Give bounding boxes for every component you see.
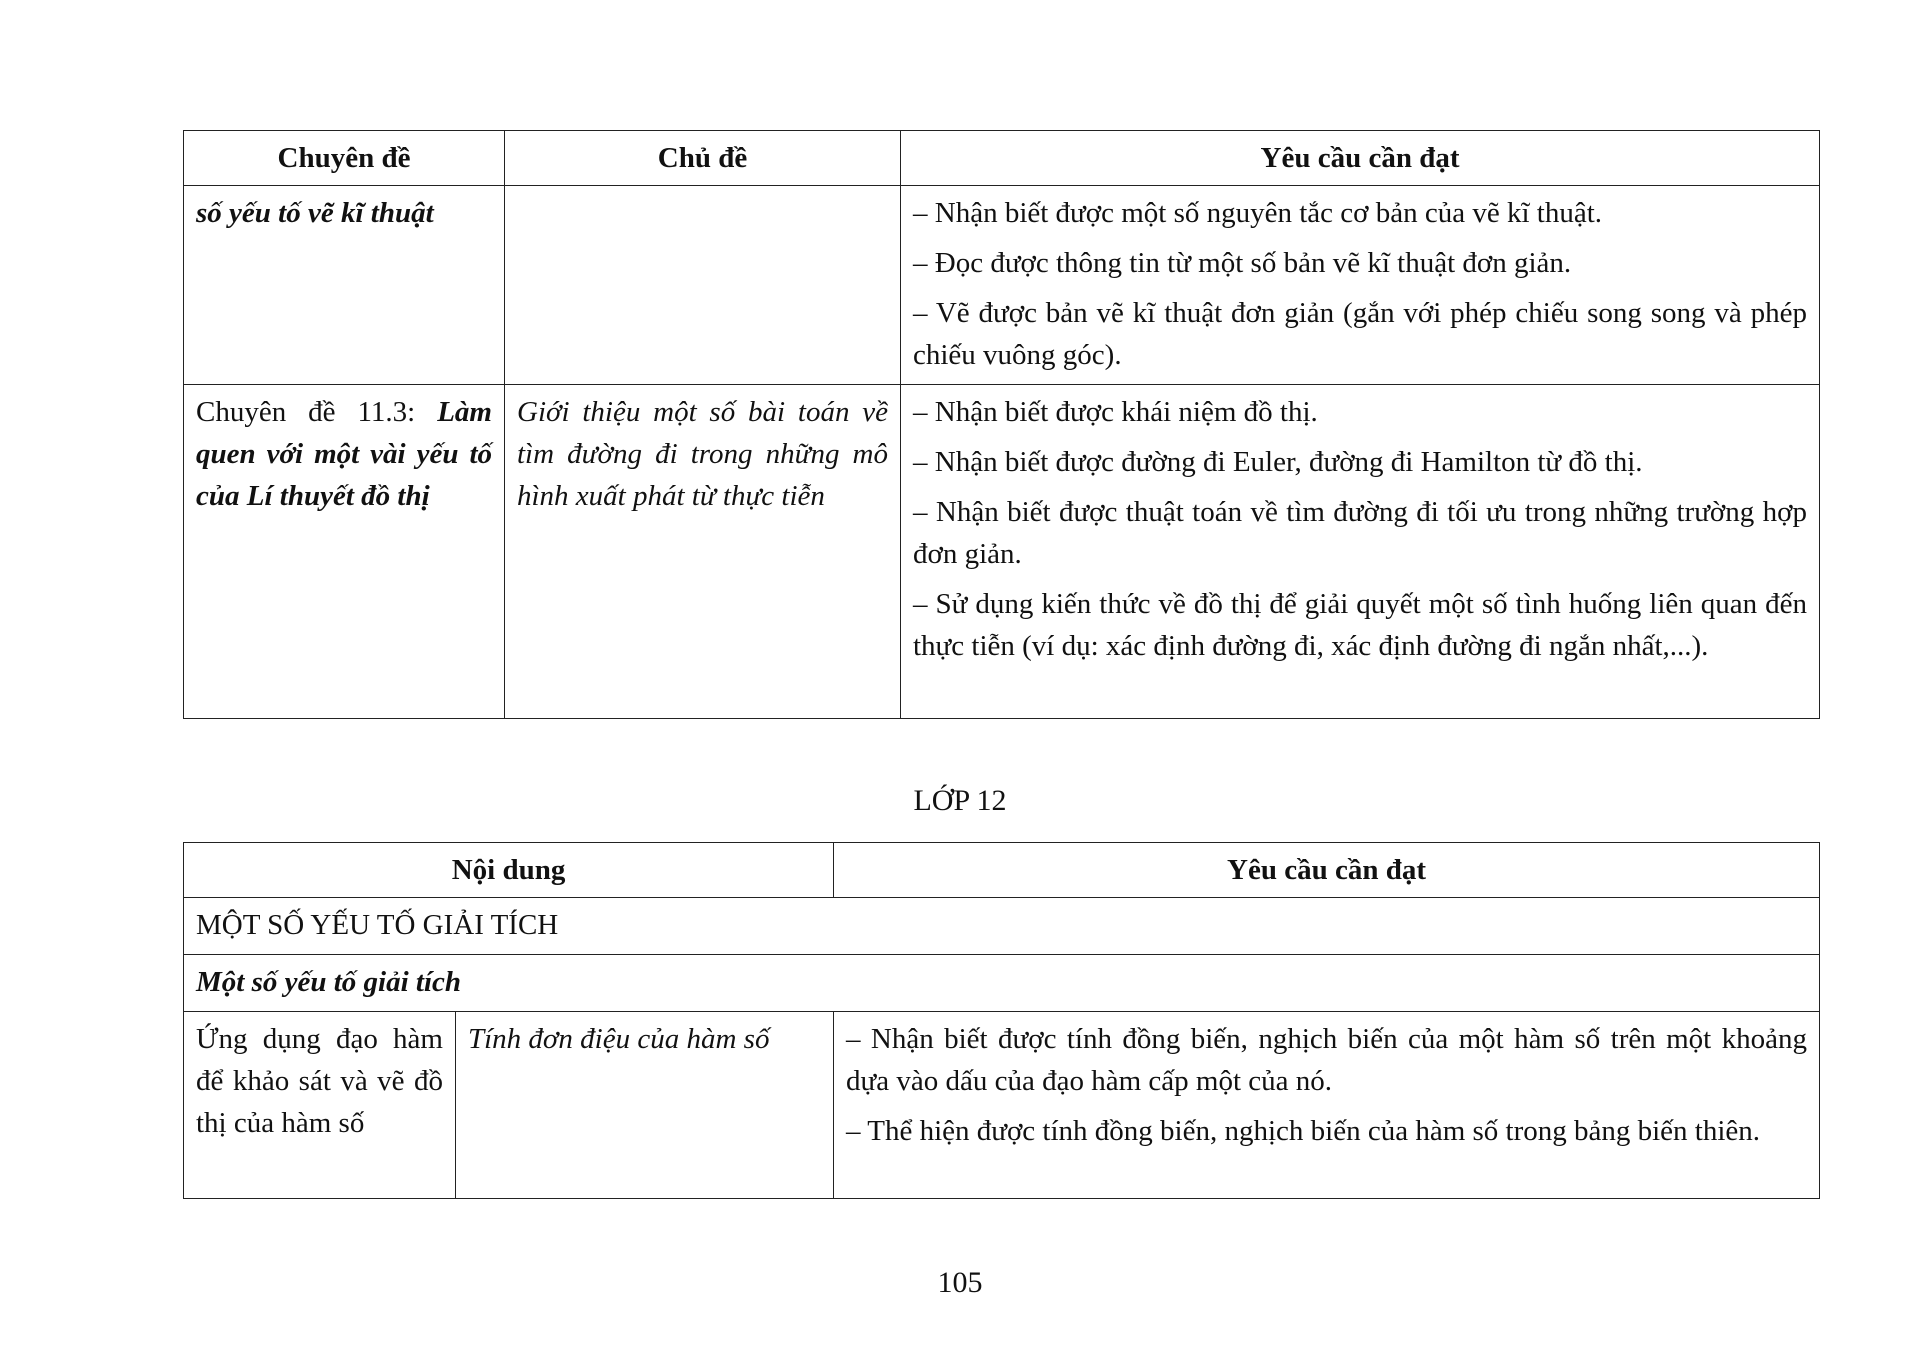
curriculum-table-grade-12 [183,842,1820,1199]
section-title: MỘT SỐ YẾU TỐ GIẢI TÍCH [184,898,1820,955]
requirement-item: – Nhận biết được khái niệm đồ thị. [913,396,1318,428]
requirement-item: – Nhận biết được một số nguyên tắc cơ bản của vẽ kĩ thuật. [913,197,1603,229]
requirement-item: – Đọc được thông tin từ một số bản vẽ kĩ thuật đơn giản. [913,247,1572,279]
requirement-item: – Thể hiện được tính đồng biến, nghịch biến của hàm số trong bảng biến thiên. [846,1115,1761,1147]
requirement-item: – Vẽ được bản vẽ kĩ thuật đơn giản (gắn với phép chiếu song song và phép chiếu vuông góc). [913,297,1807,371]
page-number: 105 [937,1266,983,1299]
requirement-item: – Nhận biết được tính đồng biến, nghịch biến của một hàm số trên một khoảng dựa vào dấu của đạo hàm cấp một của nó. [846,1023,1808,1097]
topic-title: Làm quen với một vài yếu tố của Lí thuyết đồ thị [196,396,492,512]
requirements-cell [901,186,1820,385]
table-header-row [184,843,1820,898]
topic-cell: Tính đơn điệu của hàm số [456,1012,834,1199]
section-row [184,898,1820,955]
requirements-cell [834,1012,1820,1199]
subsection-row [184,955,1820,1012]
content-cell: Ứng dụng đạo hàm để khảo sát và vẽ đồ thị của hàm số [184,1012,456,1199]
header-subject: Chủ đề [505,131,901,186]
requirement-item: – Nhận biết được đường đi Euler, đường đi Hamilton từ đồ thị. [913,446,1643,478]
table-row [184,385,1820,719]
subsection-title: Một số yếu tố giải tích [184,955,1820,1012]
requirements-cell [901,385,1820,719]
table-row [184,1012,1820,1199]
curriculum-table-grade-11 [183,130,1820,719]
requirement-item: – Sử dụng kiến thức về đồ thị để giải quyết một số tình huống liên quan đến thực tiễn (ví dụ: xác định đường đi, xác định đường đi ngắn nhất,...). [913,588,1807,662]
header-requirements: Yêu cầu cần đạt [901,131,1820,186]
topic-cell: số yếu tố vẽ kĩ thuật [184,186,505,385]
table-row [184,186,1820,385]
topic-prefix: Chuyên đề 11.3: [196,396,438,428]
grade-heading: LỚP 12 [913,784,1007,817]
header-content: Nội dung [184,843,834,898]
table-header-row [184,131,1820,186]
subject-cell [505,186,901,385]
requirement-item: – Nhận biết được thuật toán về tìm đường đi tối ưu trong những trường hợp đơn giản. [913,496,1807,570]
subject-cell: Giới thiệu một số bài toán về tìm đường đi trong những mô hình xuất phát từ thực tiễn [505,385,901,719]
header-topic: Chuyên đề [184,131,505,186]
header-requirements: Yêu cầu cần đạt [834,843,1820,898]
topic-cell [184,385,505,719]
